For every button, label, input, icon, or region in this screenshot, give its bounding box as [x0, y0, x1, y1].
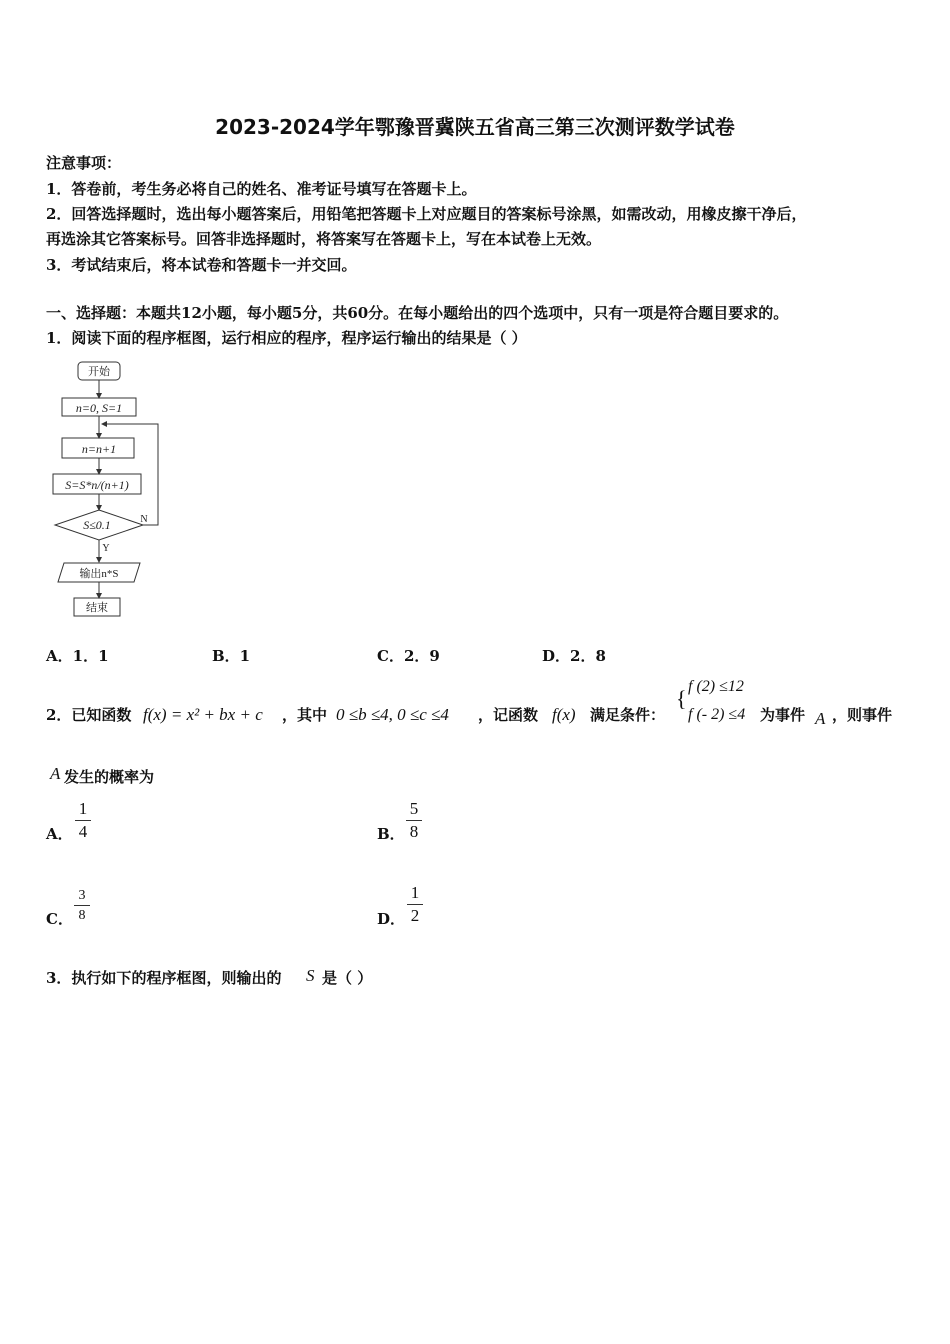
- flow-start-label: 开始: [88, 366, 110, 378]
- flow-step-label: n=n+1: [81, 442, 117, 456]
- notice-item-2: 2．回答选择题时，选出每小题答案后，用铅笔把答题卡上对应题目的答案标号涂黑，如需改动，用橡皮擦干净后，: [46, 205, 807, 223]
- flow-no-label: N: [140, 514, 148, 525]
- question-3-suffix: 是（ ）: [322, 969, 373, 987]
- q2-mid4: 为事件: [760, 706, 806, 724]
- flow-yes-label: Y: [102, 543, 110, 554]
- q2-suffix: ，则事件: [832, 706, 893, 724]
- q2-prefix: 2．已知函数: [46, 706, 132, 724]
- q2-option-d-fraction: 1 2: [407, 883, 423, 926]
- notice-item-3: 3．考试结束后，将本试卷和答题卡一并交回。: [46, 256, 357, 274]
- q1-option-b[interactable]: B．1: [212, 647, 251, 665]
- q2-mid2: ，记函数: [478, 706, 539, 724]
- notice-heading: 注意事项：: [46, 154, 122, 172]
- question-1-stem: 1．阅读下面的程序框图，运行相应的程序，程序运行输出的结果是（ ）: [46, 329, 527, 347]
- q2-fx: f(x): [552, 705, 576, 724]
- q2-option-c-fraction: 3 8: [74, 887, 90, 924]
- q2-condition-1: f (2) ≤12: [688, 678, 744, 695]
- q1-option-d[interactable]: D．2．8: [542, 647, 606, 665]
- q2-range: 0 ≤b ≤4, 0 ≤c ≤4: [336, 705, 449, 724]
- q2-option-b-fraction: 5 8: [406, 799, 422, 842]
- flow-init-label: n=0, S=1: [75, 401, 123, 415]
- flow-end-label: 结束: [86, 602, 108, 614]
- notice-item-2-cont: 再选涂其它答案标号。回答非选择题时，将答案写在答题卡上，写在本试卷上无效。: [46, 230, 602, 248]
- q2-condition-2: f (- 2) ≤4: [688, 706, 746, 723]
- q2-line2-event: A: [50, 764, 61, 783]
- flow-update-label: S=S*n/(n+1): [65, 478, 129, 492]
- section-heading: 一、选择题：本题共12小题，每小题5分，共60分。在每小题给出的四个选项中，只有一项是符合题目要求的。: [46, 304, 789, 322]
- flowchart-q1: [50, 358, 170, 620]
- q2-mid3: 满足条件：: [590, 706, 666, 724]
- q1-option-c[interactable]: C．2．9: [377, 647, 440, 665]
- q2-brace: {: [676, 686, 687, 711]
- flow-cond-label: S≤0.1: [83, 518, 111, 532]
- q2-option-a-label[interactable]: A．: [46, 825, 73, 843]
- q2-event: A: [815, 709, 826, 728]
- page-title: 2023-2024学年鄂豫晋冀陕五省高三第三次测评数学试卷: [215, 115, 735, 139]
- flow-output-label: 输出n*S: [79, 568, 119, 580]
- q2-option-a-fraction: 1 4: [75, 799, 91, 842]
- q2-option-d-label[interactable]: D．: [377, 910, 406, 928]
- q2-mid1: ，其中: [282, 706, 328, 724]
- question-3-prefix: 3．执行如下的程序框图，则输出的: [46, 969, 282, 987]
- q2-function: f(x) = x² + bx + c: [143, 705, 263, 724]
- q2-option-b-label[interactable]: B．: [377, 825, 405, 843]
- q2-option-c-label[interactable]: C．: [46, 910, 73, 928]
- question-3-var: S: [306, 966, 315, 985]
- notice-item-1: 1．答卷前，考生务必将自己的姓名、准考证号填写在答题卡上。: [46, 180, 477, 198]
- q2-line2-text: 发生的概率为: [64, 768, 155, 786]
- q1-option-a[interactable]: A．1．1: [46, 647, 109, 665]
